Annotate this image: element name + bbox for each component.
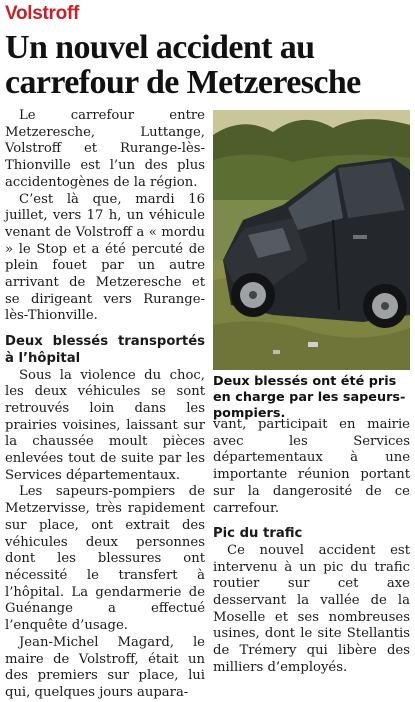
paragraph: Le carrefour entre Metzeresche, Luttange, Volstroff et Rurange-lès-Thionville est l’un des plus accidentogènes de la région. — [5, 108, 205, 190]
paragraph: Ce nouvel accident est intervenu à un pic du trafic routier sur cet axe desservant la vallée de la Moselle et ses nombreuses usines, dont le site Stellantis de Trémery qui libère des milliers d’employés. — [213, 542, 410, 675]
section-kicker: Volstroff — [5, 3, 79, 24]
paragraph: Jean-Michel Magard, le maire de Volstroff, était un des premiers sur place, lui qui, quelques jours aupara- — [5, 634, 205, 700]
accident-photo — [213, 110, 410, 370]
article-headline: Un nouvel accident au carrefour de Metzeresche — [5, 29, 361, 101]
paragraph: vant, participait en mairie avec les Services départementaux à une importante réunion portant sur la dangerosité de ce carrefour. — [213, 417, 410, 516]
subheading: Pic du trafic — [213, 526, 303, 542]
photo-caption: Deux blessés ont été pris en charge par les sapeurs-pompiers. — [213, 374, 406, 421]
article-column-right — [213, 417, 410, 677]
paragraph: Sous la violence du choc, les deux véhicules se sont retrouvés loin dans les prairies voisines, laissant sur la chaussée moult pièces enlevées tout de suite par les Services départementaux. — [5, 367, 205, 483]
paragraph: Les sapeurs-pompiers de Metzervisse, très rapidement sur place, ont extrait des véhicules deux personnes dont les blessures ont nécessité le transfert à l’hôpital. La gendarmerie de Guénange a effectué l’enquête d’usage. — [5, 484, 205, 634]
subheading: Deux blessés transportés à l’hôpital — [5, 334, 205, 366]
article-column-left — [5, 108, 205, 702]
paragraph: C’est là que, mardi 16 juillet, vers 17 h, un véhicule venant de Volstroff a « mordu » le Stop et a été percuté de plein fouet par un autre arrivant de Metzeresche et se dirigeant vers Rurange-lès-Thionville. — [5, 191, 205, 324]
